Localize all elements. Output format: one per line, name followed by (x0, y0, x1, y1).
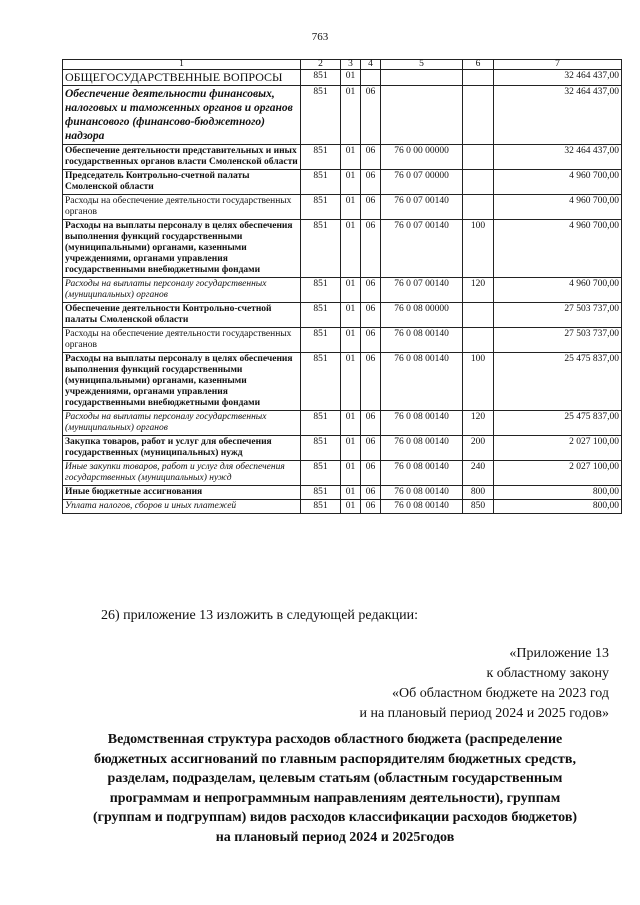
col-header-7: 7 (494, 60, 622, 70)
table-row (63, 145, 622, 170)
row-section-code: 01 (341, 170, 361, 195)
row-amount: 2 027 100,00 (494, 436, 622, 461)
table-row (63, 278, 622, 303)
row-target-article: 76 0 07 00000 (381, 170, 463, 195)
row-ministry-code: 851 (301, 220, 341, 278)
table-row (63, 486, 622, 500)
table-row (63, 328, 622, 353)
row-ministry-code: 851 (301, 278, 341, 303)
table-row (63, 70, 622, 86)
row-amount: 4 960 700,00 (494, 278, 622, 303)
row-expense-type (463, 170, 494, 195)
row-section-code: 01 (341, 353, 361, 411)
row-target-article: 76 0 08 00140 (381, 411, 463, 436)
row-ministry-code: 851 (301, 436, 341, 461)
row-target-article: 76 0 08 00140 (381, 500, 463, 514)
row-ministry-code: 851 (301, 195, 341, 220)
row-section-code: 01 (341, 303, 361, 328)
row-subsection-code: 06 (361, 328, 381, 353)
row-name-cell: Уплата налогов, сборов и иных платежей (63, 500, 301, 514)
row-target-article (381, 86, 463, 145)
row-subsection-code: 06 (361, 195, 381, 220)
row-expense-type: 240 (463, 461, 494, 486)
row-subsection-code: 06 (361, 145, 381, 170)
row-name-cell: Обеспечение деятельности представительных и иных государственных органов власти Смоленской области (63, 145, 301, 170)
row-subsection-code: 06 (361, 353, 381, 411)
row-section-code: 01 (341, 461, 361, 486)
appendix-heading (359, 644, 609, 724)
row-amount: 25 475 837,00 (494, 411, 622, 436)
row-expense-type: 200 (463, 436, 494, 461)
title-line: (группам и подгруппам) видов расходов классификации расходов бюджетов) (92, 810, 578, 825)
row-subsection-code: 06 (361, 436, 381, 461)
row-expense-type (463, 86, 494, 145)
row-ministry-code: 851 (301, 170, 341, 195)
row-target-article: 76 0 07 00140 (381, 278, 463, 303)
table-row (63, 303, 622, 328)
row-expense-type: 120 (463, 411, 494, 436)
col-header-1: 1 (63, 60, 301, 70)
row-section-code: 01 (341, 486, 361, 500)
row-expense-type (463, 328, 494, 353)
row-subsection-code: 06 (361, 303, 381, 328)
col-header-5: 5 (381, 60, 463, 70)
row-ministry-code: 851 (301, 70, 341, 86)
col-header-4: 4 (361, 60, 381, 70)
row-ministry-code: 851 (301, 500, 341, 514)
row-name-cell: Расходы на выплаты персоналу в целях обеспечения выполнения функций государственными (муниципальными) органами, казенными учреждениями, органами управления государственными внебюджетными фондами (63, 353, 301, 411)
table-header-row (63, 60, 622, 70)
row-section-code: 01 (341, 195, 361, 220)
row-target-article: 76 0 00 00000 (381, 145, 463, 170)
row-ministry-code: 851 (301, 145, 341, 170)
title-line: программам и непрограммным направлениям деятельности), группам (109, 790, 561, 806)
document-title (40, 730, 630, 847)
row-ministry-code: 851 (301, 411, 341, 436)
row-ministry-code: 851 (301, 303, 341, 328)
row-target-article: 76 0 07 00140 (381, 195, 463, 220)
page-number: 763 (311, 31, 329, 43)
amendment-text: 26) приложение 13 изложить в следующей редакции: (101, 608, 418, 623)
row-amount: 27 503 737,00 (494, 328, 622, 353)
row-name-cell: ОБЩЕГОСУДАРСТВЕННЫЕ ВОПРОСЫ (63, 70, 301, 86)
row-subsection-code: 06 (361, 461, 381, 486)
row-section-code: 01 (341, 328, 361, 353)
table-row (63, 170, 622, 195)
row-amount: 4 960 700,00 (494, 220, 622, 278)
row-ministry-code: 851 (301, 328, 341, 353)
row-amount: 800,00 (494, 486, 622, 500)
row-name-cell: Иные бюджетные ассигнования (63, 486, 301, 500)
row-amount: 32 464 437,00 (494, 70, 622, 86)
appendix-line: «Об областном бюджете на 2023 год (392, 686, 609, 701)
table-row (63, 411, 622, 436)
row-ministry-code: 851 (301, 461, 341, 486)
row-name-cell: Обеспечение деятельности финансовых, налоговых и таможенных органов и органов финансового (финансово-бюджетного) надзора (63, 86, 301, 145)
row-target-article (381, 70, 463, 86)
title-line: на плановый период 2024 и 2025годов (215, 829, 455, 845)
row-name-cell: Иные закупки товаров, работ и услуг для обеспечения государственных (муниципальных) нужд (63, 461, 301, 486)
row-expense-type (463, 145, 494, 170)
table-row (63, 195, 622, 220)
row-amount: 4 960 700,00 (494, 170, 622, 195)
row-amount: 25 475 837,00 (494, 353, 622, 411)
row-expense-type: 800 (463, 486, 494, 500)
col-header-6: 6 (463, 60, 494, 70)
row-target-article: 76 0 08 00140 (381, 436, 463, 461)
table-row (63, 461, 622, 486)
row-amount: 4 960 700,00 (494, 195, 622, 220)
row-section-code: 01 (341, 278, 361, 303)
row-name-cell: Председатель Контрольно-счетной палаты Смоленской области (63, 170, 301, 195)
row-section-code: 01 (341, 86, 361, 145)
row-expense-type: 100 (463, 353, 494, 411)
row-expense-type (463, 70, 494, 86)
title-line: Ведомственная структура расходов областного бюджета (распределение (107, 732, 563, 747)
row-expense-type: 120 (463, 278, 494, 303)
row-subsection-code: 06 (361, 500, 381, 514)
row-subsection-code: 06 (361, 170, 381, 195)
table-row (63, 220, 622, 278)
row-section-code: 01 (341, 436, 361, 461)
title-line: разделам, подразделам, целевым статьям (областным государственным (107, 771, 563, 786)
row-subsection-code: 06 (361, 486, 381, 500)
row-amount: 32 464 437,00 (494, 86, 622, 145)
row-target-article: 76 0 08 00140 (381, 486, 463, 500)
row-target-article: 76 0 08 00140 (381, 353, 463, 411)
row-section-code: 01 (341, 70, 361, 86)
row-subsection-code: 06 (361, 220, 381, 278)
row-amount: 27 503 737,00 (494, 303, 622, 328)
row-section-code: 01 (341, 500, 361, 514)
row-target-article: 76 0 08 00140 (381, 461, 463, 486)
row-expense-type (463, 195, 494, 220)
row-ministry-code: 851 (301, 86, 341, 145)
appendix-line: к областному закону (486, 666, 609, 681)
row-subsection-code: 06 (361, 278, 381, 303)
row-amount: 2 027 100,00 (494, 461, 622, 486)
title-line: бюджетных ассигнований по главным распорядителям бюджетных средств, (94, 751, 576, 767)
col-header-2: 2 (301, 60, 341, 70)
row-name-cell: Закупка товаров, работ и услуг для обеспечения государственных (муниципальных) нужд (63, 436, 301, 461)
row-name-cell: Расходы на выплаты персоналу государственных (муниципальных) органов (63, 278, 301, 303)
table-row (63, 353, 622, 411)
row-expense-type: 100 (463, 220, 494, 278)
row-name-cell: Обеспечение деятельности Контрольно-счетной палаты Смоленской области (63, 303, 301, 328)
row-name-cell: Расходы на обеспечение деятельности государственных органов (63, 328, 301, 353)
row-ministry-code: 851 (301, 353, 341, 411)
table-row (63, 500, 622, 514)
row-target-article: 76 0 08 00000 (381, 303, 463, 328)
row-subsection-code: 06 (361, 86, 381, 145)
appendix-line: и на плановый период 2024 и 2025 годов» (359, 706, 609, 721)
row-subsection-code (361, 70, 381, 86)
row-expense-type: 850 (463, 500, 494, 514)
row-name-cell: Расходы на выплаты персоналу в целях обеспечения выполнения функций государственными (муниципальными) органами, казенными учреждениями, органами управления государственными внебюджетными фондами (63, 220, 301, 278)
table-row (63, 86, 622, 145)
row-expense-type (463, 303, 494, 328)
row-section-code: 01 (341, 220, 361, 278)
row-subsection-code: 06 (361, 411, 381, 436)
row-amount: 32 464 437,00 (494, 145, 622, 170)
appendix-line: «Приложение 13 (509, 646, 609, 661)
col-header-3: 3 (341, 60, 361, 70)
row-section-code: 01 (341, 411, 361, 436)
row-target-article: 76 0 08 00140 (381, 328, 463, 353)
row-name-cell: Расходы на выплаты персоналу государственных (муниципальных) органов (63, 411, 301, 436)
row-section-code: 01 (341, 145, 361, 170)
row-target-article: 76 0 07 00140 (381, 220, 463, 278)
table-row (63, 436, 622, 461)
row-ministry-code: 851 (301, 486, 341, 500)
row-name-cell: Расходы на обеспечение деятельности государственных органов (63, 195, 301, 220)
budget-table (62, 59, 622, 514)
row-amount: 800,00 (494, 500, 622, 514)
